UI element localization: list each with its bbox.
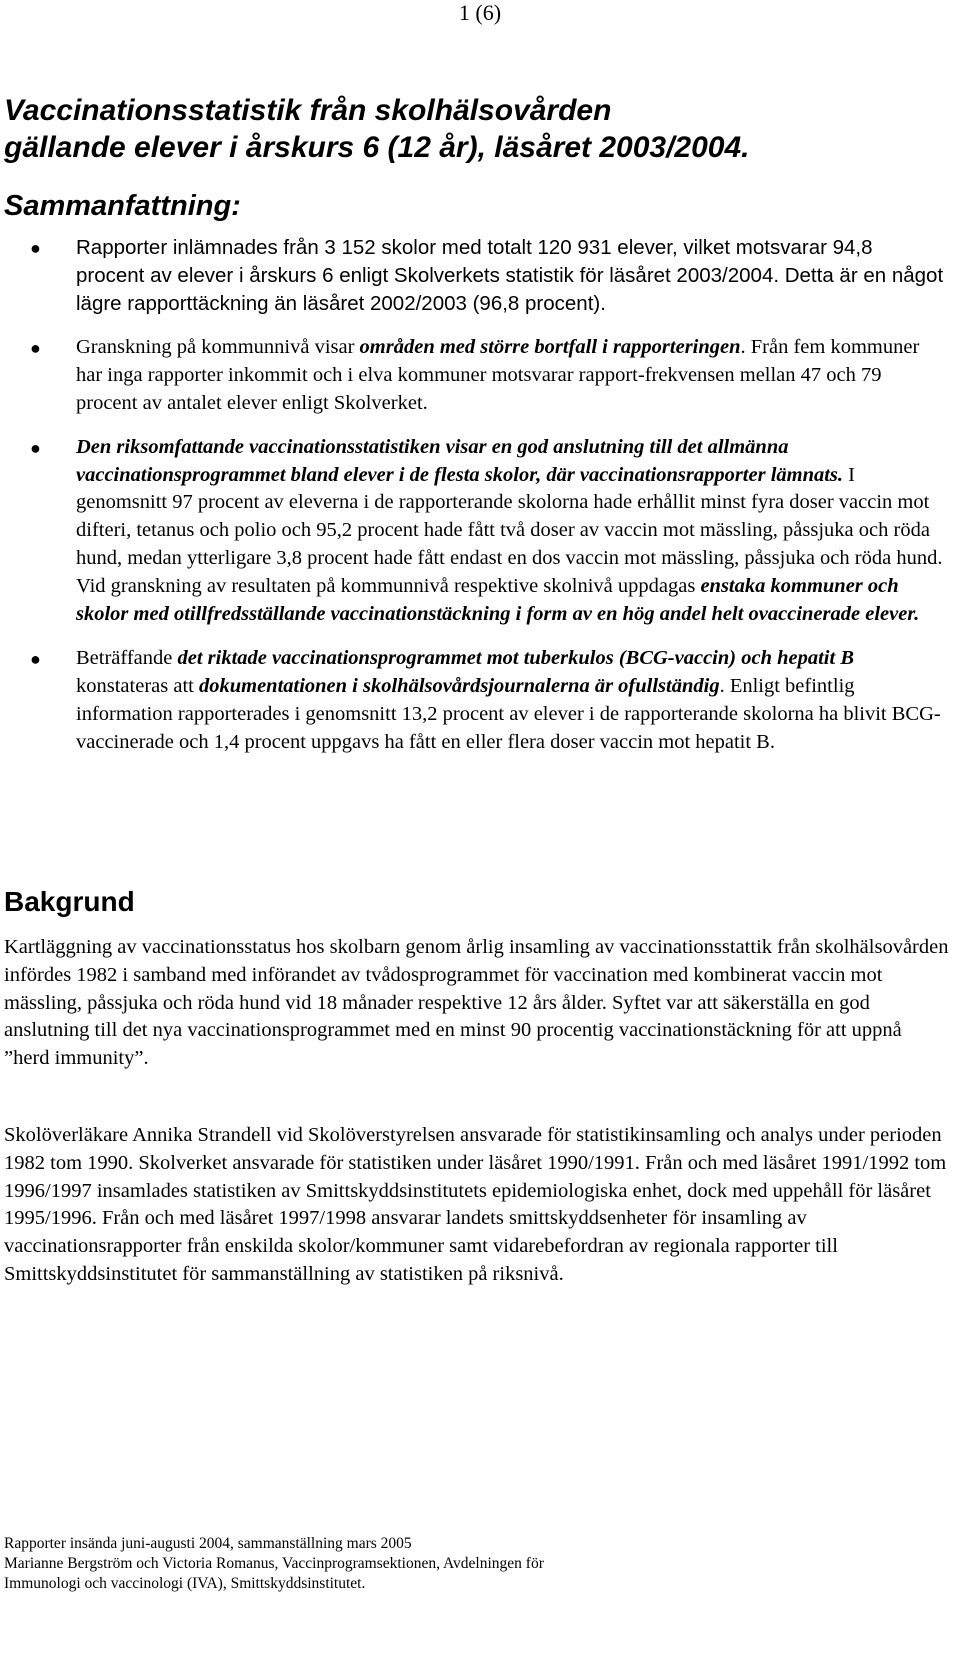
footer-line-3: Immunologi och vaccinologi (IVA), Smittskyddsinstitutet.: [4, 1575, 366, 1592]
summary-item-4-text-a: Beträffande: [76, 647, 178, 670]
footer-line-2: Marianne Bergström och Victoria Romanus, Vaccinprogramsektionen, Avdelningen för: [4, 1555, 544, 1572]
bullet-icon: ●: [30, 437, 41, 458]
bullet-icon: ●: [30, 238, 41, 258]
footer: [4, 1534, 944, 1594]
summary-item-4-text-c: konstateras att: [76, 675, 199, 698]
summary-item-4-text-e: . Enligt befintlig information rapporterades i genomsnitt 13,2 procent av elever i de rapporterande skolorna ha blivit BCG-vaccinerade och 1,4 procent uppgavs ha fått en eller flera doser vaccin mot hepatit B.: [76, 675, 941, 753]
bullet-icon: ●: [30, 338, 41, 359]
summary-list: [0, 234, 960, 774]
background-paragraph-2: Skolöverläkare Annika Strandell vid Skolöverstyrelsen ansvarade för statistikinsamling och analys under perioden 1982 tom 1990. Skolverket ansvarade för statistiken under läsåret 1990/1991. Från och med läsåret 1991/1992 tom 1996/1997 insamlades statistiken av Smittskyddsinstitutets epidemiologiska enhet, dock med uppehåll för läsåret 1995/1996. Från och med läsåret 1997/1998 ansvarar landets smittskyddsenheter för insamling av vaccinationsrapporter från enskilda skolor/kommuner samt vidarebefordran av regionala rapporter till Smittskyddsinstitutet för sammanställning av statistiken på riksnivå.: [4, 1124, 947, 1285]
summary-item-2: [0, 334, 960, 417]
bullet-icon: ●: [30, 649, 41, 670]
summary-item-2-emphasis: områden med större bortfall i rapporteringen: [359, 336, 741, 359]
summary-item-4: [0, 645, 960, 756]
footer-line-1: Rapporter insända juni-augusti 2004, sammanställning mars 2005: [4, 1535, 412, 1552]
title-line-1: Vaccinationsstatistik från skolhälsovården: [4, 94, 612, 127]
document-title: [4, 92, 944, 166]
summary-item-4-emphasis-b: det riktade vaccinationsprogrammet mot tuberkulos (BCG-vaccin) och hepatit B: [177, 647, 854, 670]
summary-item-3-text-b: I genomsnitt 97 procent av eleverna i de rapporterande skolorna hade erhållit minst fyra doser vaccin mot difteri, tetanus och polio och 95,2 procent hade fått två doser av vaccin mot mässling, påssjuka och röda hund, medan ytterligare 3,8 procent hade fått endast en dos vaccin mot mässling, påssjuka och röda hund. Vid granskning av resultaten på kommunnivå respektive skolnivå uppdagas: [76, 463, 943, 597]
summary-item-1-text: Rapporter inlämnades från 3 152 skolor med totalt 120 931 elever, vilket motsvarar 94,8 procent av elever i årskurs 6 enligt Skolverkets statistik för läsåret 2003/2004. Detta är en något lägre rapporttäckning än läsåret 2002/2003 (96,8 procent).: [76, 236, 944, 315]
page-number: 1 (6): [458, 0, 502, 25]
summary-item-3-emphasis-a: Den riksomfattande vaccinationsstatistiken visar en god anslutning till det allmänna vaccinationsprogrammet bland elever i de flesta skolor, där vaccinationsrapporter lämnats.: [76, 435, 844, 486]
background-heading: Bakgrund: [4, 886, 135, 917]
summary-item-3: [0, 434, 960, 629]
summary-item-4-emphasis-d: dokumentationen i skolhälsovårdsjournalerna är ofullständig: [198, 675, 720, 698]
summary-item-2-text-a: Granskning på kommunnivå visar: [76, 336, 360, 359]
summary-heading: Sammanfattning:: [4, 190, 241, 222]
summary-item-2-text-c: . Från fem kommuner har inga rapporter inkommit och i elva kommuner motsvarar rapport-frekvensen mellan 47 och 79 procent av antalet elever enligt Skolverket.: [76, 336, 920, 414]
title-line-2: gällande elever i årskurs 6 (12 år), läsåret 2003/2004.: [4, 131, 750, 164]
summary-item-3-emphasis-c: enstaka kommuner och skolor med otillfredsställande vaccinationstäckning i form av en hög andel helt ovaccinerade elever.: [76, 574, 920, 625]
background-paragraph-1: Kartläggning av vaccinationsstatus hos skolbarn genom årlig insamling av vaccinationsstattik från skolhälsovården infördes 1982 i samband med införandet av tvådosprogrammet för vaccination med kombinerat vaccin mot mässling, påssjuka och röda hund vid 18 månader respektive 12 års ålder. Syftet var att säkerställa en god anslutning till det nya vaccinationsprogrammet med en minst 90 procentig vaccinationstäckning för att uppnå ”herd immunity”.: [4, 936, 949, 1070]
summary-item-1: [0, 234, 960, 317]
